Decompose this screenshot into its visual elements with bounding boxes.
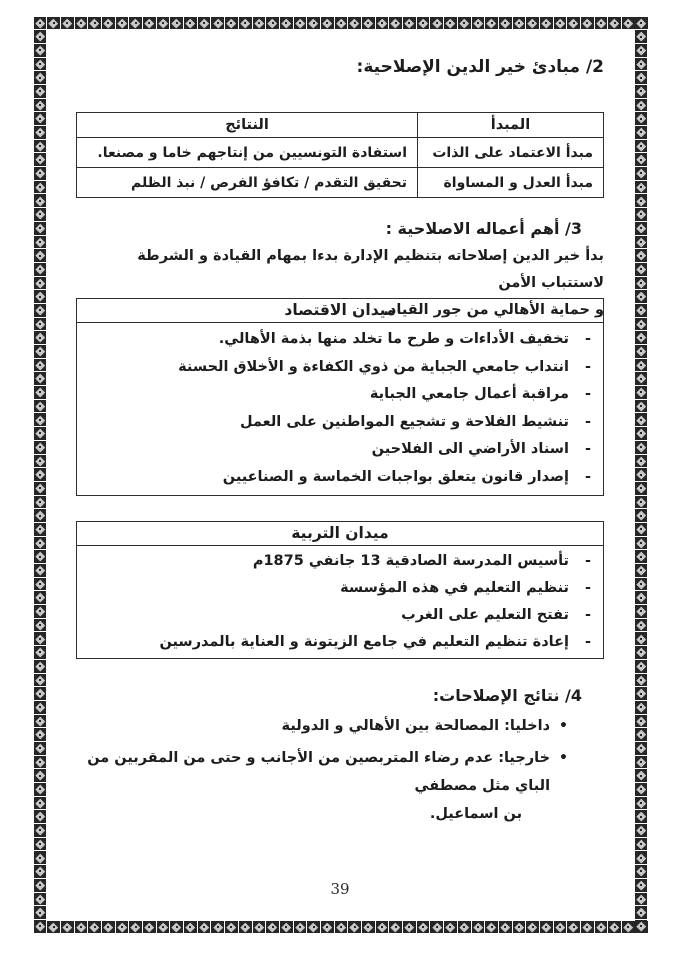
list-item-text: تأسيس المدرسة الصادقية 13 جانفي 1875م [252, 553, 569, 569]
dash-bullet: - [584, 553, 591, 569]
decorative-border-right [634, 16, 648, 934]
dash-bullet: - [584, 441, 591, 457]
paragraph-line: و حماية الأهالي من جور القياد. [383, 302, 604, 318]
dash-bullet: - [584, 468, 591, 485]
education-items-list [77, 546, 603, 658]
item-line: خارجيا: عدم رضاء المتربصين من الأجانب و حتى من المقربين من الباي مثل مصطفي [87, 750, 551, 794]
cell-results: تحقيق التقدم / تكافؤ الفرص / نبذ الظلم [77, 168, 418, 198]
list-item-text: تنشيط الفلاحة و تشجيع المواطنين على العمل [240, 413, 569, 430]
page-number: 39 [330, 880, 350, 898]
section-results-title: 4/ نتائج الإصلاحات: [432, 686, 582, 705]
list-item-text: داخليا: المصالحة بين الأهالي و الدولية [281, 718, 551, 734]
dash-bullet: - [584, 607, 591, 623]
list-item-text: انتداب جامعي الجباية من ذوي الكفاءة و الأخلاق الحسنة [178, 358, 569, 375]
economy-table-title: ميدان الاقتصاد [77, 299, 603, 323]
list-item [77, 602, 603, 629]
bullet-dot: • [559, 718, 568, 734]
list-item [77, 575, 603, 602]
list-item-text: تخفيف الأداءات و طرح ما تخلد منها بذمة الأهالي. [218, 331, 569, 347]
list-item-text: مراقبة أعمال جامعي الجباية [369, 386, 569, 402]
list-item [77, 354, 603, 382]
item-line-continuation: بن اسماعيل. [429, 806, 523, 822]
decorative-border-left [33, 16, 47, 934]
cell-principle: مبدأ العدل و المساواة [418, 168, 604, 198]
list-item-text: إعادة تنظيم التعليم في جامع الزيتونة و العناية بالمدرسين [159, 634, 569, 650]
table-row [77, 168, 604, 198]
list-item [76, 712, 568, 740]
dash-bullet: - [584, 331, 591, 347]
page-content [76, 0, 604, 960]
results-list [76, 712, 604, 828]
list-item [76, 744, 568, 828]
list-item [77, 464, 603, 492]
header-cell-principle: المبدأ [418, 113, 604, 138]
education-table-title: ميدان التربية [77, 522, 603, 546]
list-item-text [76, 744, 550, 828]
header-cell-results: النتائج [77, 113, 418, 138]
list-item-text: اسناد الأراضي الى الفلاحين [371, 441, 569, 457]
section-works-title: 3/ أهم أعماله الاصلاحية : [385, 219, 582, 238]
list-item [77, 381, 603, 409]
dash-bullet: - [584, 386, 591, 402]
cell-results: استفادة التونسيين من إنتاجهم خاما و مصنعا. [77, 138, 418, 168]
principles-results-table [76, 112, 604, 198]
list-item-text: تنظيم التعليم في هذه المؤسسة [340, 580, 569, 596]
list-item-text: إصدار قانون يتعلق بواجبات الخماسة و الصناعيين [222, 468, 569, 485]
dash-bullet: - [584, 358, 591, 375]
list-item [77, 629, 603, 656]
economy-field-table [76, 298, 604, 496]
education-field-table [76, 521, 604, 659]
economy-items-list [77, 323, 603, 495]
table-row [77, 138, 604, 168]
list-item [77, 326, 603, 354]
list-item [77, 436, 603, 464]
table-header-row [77, 113, 604, 138]
bullet-dot: • [559, 750, 568, 766]
dash-bullet: - [584, 634, 591, 650]
section-principles-title: 2/ مبادئ خير الدين الإصلاحية: [356, 57, 604, 77]
list-item [77, 548, 603, 575]
list-item-text: تفتح التعليم على الغرب [401, 607, 569, 623]
dash-bullet: - [584, 580, 591, 596]
dash-bullet: - [584, 413, 591, 430]
list-item [77, 409, 603, 437]
cell-principle: مبدأ الاعتماد على الذات [418, 138, 604, 168]
paragraph-line: بدأ خير الدين إصلاحاته بتنظيم الإدارة بدءا بمهام القيادة و الشرطة لاستتباب الأمن [137, 248, 604, 291]
